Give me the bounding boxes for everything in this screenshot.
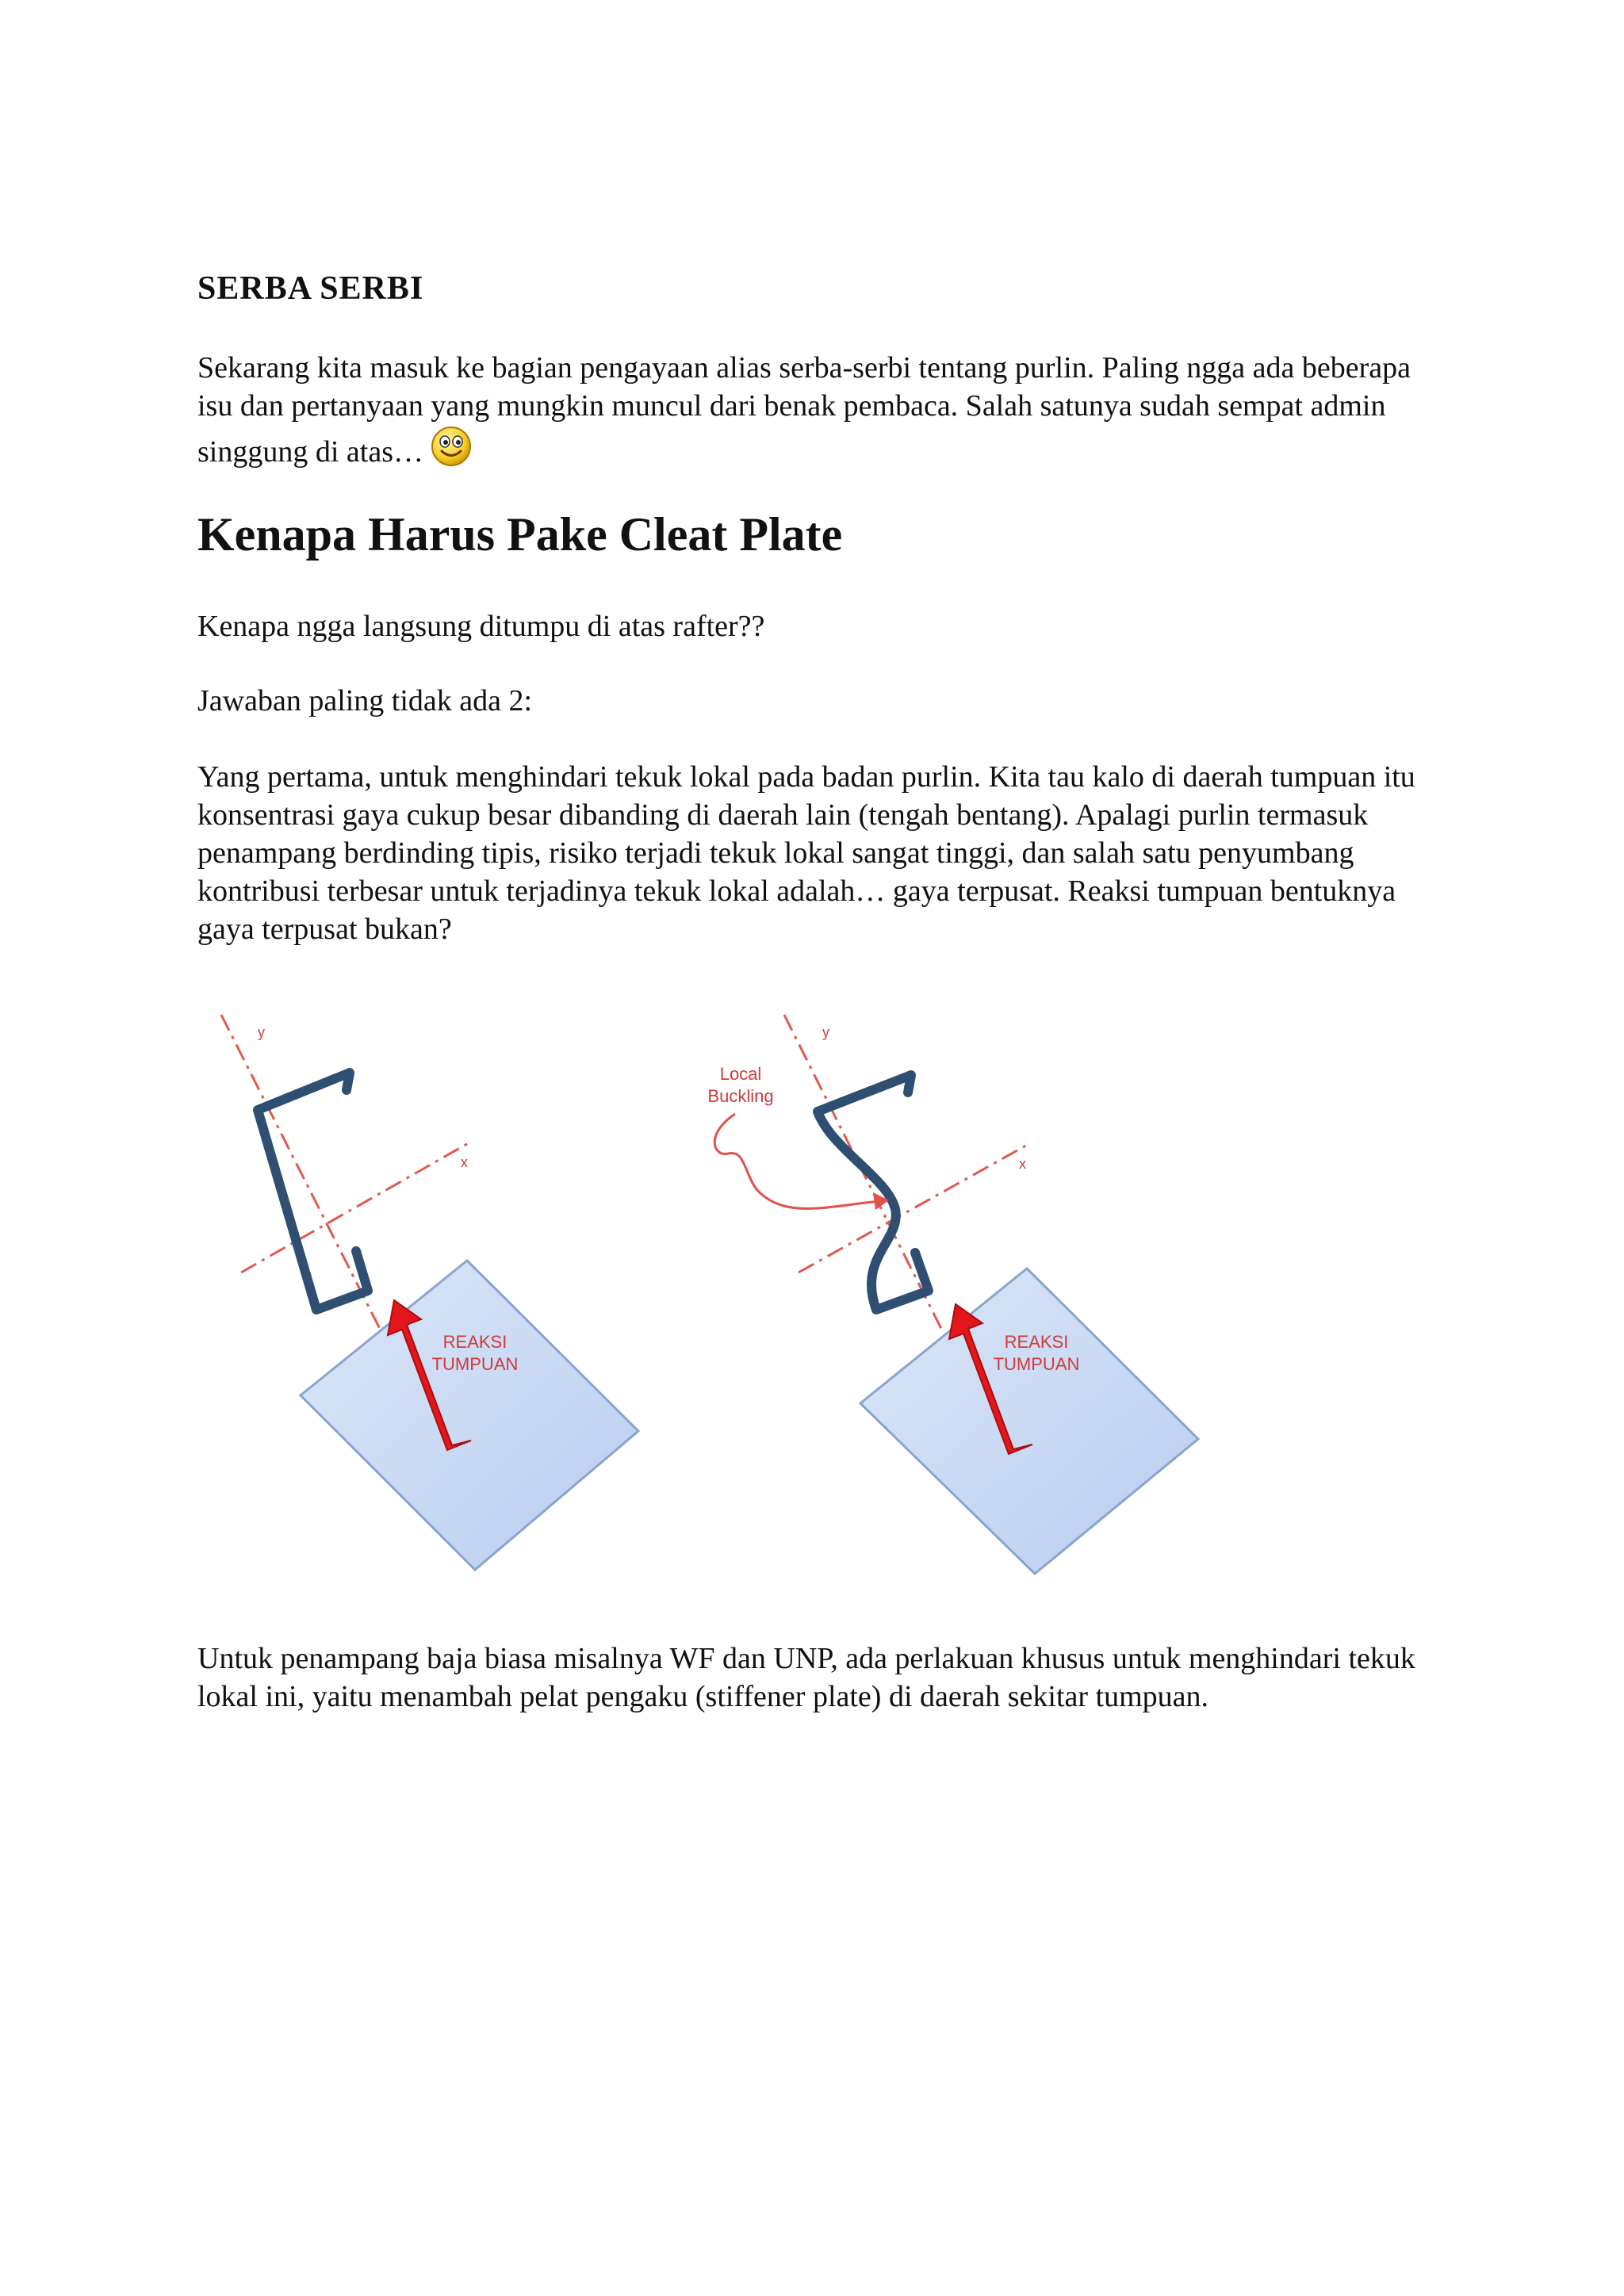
answer-one-paragraph: Yang pertama, untuk menghindari tekuk lokal pada badan purlin. Kita tau kalo di daerah tumpuan itu konsentrasi gaya cukup besar dibanding di daerah lain (tengah bentang). Apalagi purlin termasuk penampang berdinding tipis, risiko terjadi tekuk lokal sangat tinggi, dan salah satu penyumbang kontribusi terbesar untuk terjadinya tekuk lokal adalah… gaya terpusat. Reaksi tumpuan bentuknya gaya terpusat bukan? xyxy=(197,760,1415,946)
local-buckling-label-2: Buckling xyxy=(707,1086,774,1106)
left-diagram xyxy=(221,1015,638,1570)
local-buckling-label-1: Local xyxy=(719,1064,762,1084)
left-reaction-label-2: TUMPUAN xyxy=(431,1354,519,1374)
closing-paragraph: Untuk penampang baja biasa misalnya WF dan UNP, ada perlakuan khusus untuk menghindari tekuk lokal ini, yaitu menambah pelat pengaku (stiffener plate) di daerah sekitar tumpuan. xyxy=(197,1642,1415,1713)
right-support-plate xyxy=(860,1269,1198,1574)
intro-text: Sekarang kita masuk ke bagian pengayaan alias serba-serbi tentang purlin. Paling ngga ada beberapa isu dan pertanyaan yang mungkin muncul dari benak pembaca. Salah satunya sudah sempat admin singgung di atas… xyxy=(197,351,1411,469)
right-reaction-label-1: REAKSI xyxy=(1004,1332,1069,1352)
intro-paragraph xyxy=(197,349,1434,471)
right-diagram xyxy=(707,1015,1198,1574)
left-y-label: y xyxy=(258,1024,265,1040)
question-text: Kenapa ngga langsung ditumpu di atas rafter?? xyxy=(197,610,765,643)
answer-intro: Jawaban paling tidak ada 2: xyxy=(197,684,533,718)
smiley-icon xyxy=(430,425,473,468)
section-label: SERBA SERBI xyxy=(197,270,424,307)
right-y-label: y xyxy=(822,1024,829,1040)
left-x-label: x xyxy=(461,1154,468,1170)
page-heading: Kenapa Harus Pake Cleat Plate xyxy=(197,508,843,561)
left-y-axis xyxy=(221,1015,381,1332)
right-x-label: x xyxy=(1019,1156,1026,1172)
left-reaction-label-1: REAKSI xyxy=(442,1332,508,1352)
purlin-support-figure xyxy=(197,999,1228,1601)
left-support-plate xyxy=(301,1261,638,1570)
right-reaction-label-2: TUMPUAN xyxy=(993,1354,1080,1374)
